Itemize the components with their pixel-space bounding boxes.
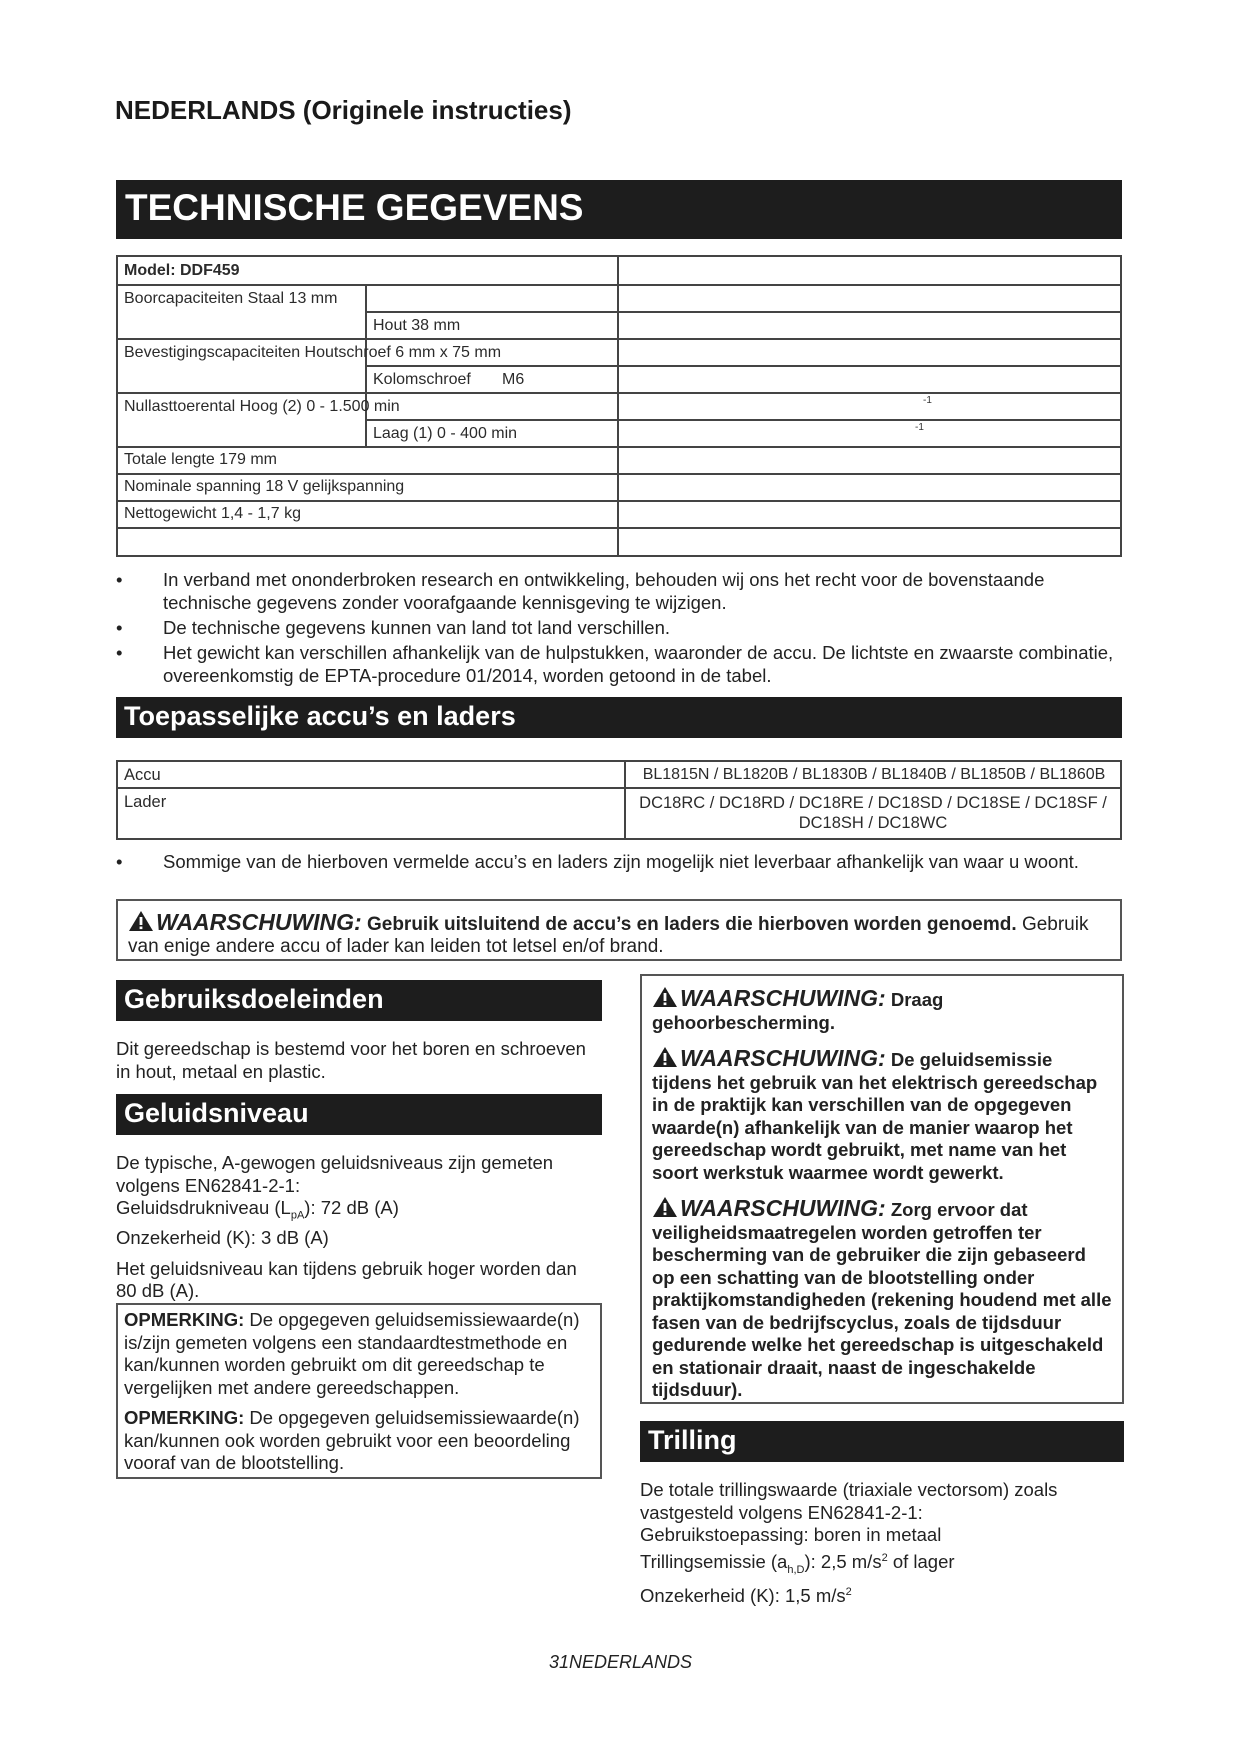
warning-text: Gebruik van enige andere accu of lader kan leiden tot letsel en/of brand. [128,914,1089,957]
trilling-onzekerheid: Onzekerheid (K): 1,5 $m/s^2$ [640,1585,852,1606]
warning-triangle-icon [652,1046,678,1068]
list-item: • In verband met ononderbroken research en ontwikkeling, behouden wij ons het recht voor de bovenstaande technische gegevens zonder voorafgaande kennisgeving te wijzigen. [116,569,1045,613]
page-footer: 31NEDERLANDS [548,1652,693,1672]
trilling-toepassing: Gebruikstoepassing: boren in metaal [640,1524,942,1545]
spec-toerental-hoog: Nullasttoerental Hoog (2) 0 - 1.500 min [124,398,400,415]
spec-bev-kolom: Kolomschroef [373,371,471,388]
trilling-intro: De totale trillingswaarde (triaxiale vectorsom) zoals vastgesteld volgens EN62841-2-1: [640,1479,1058,1523]
spec-nettogewicht: Nettogewicht 1,4 - 1,7 kg [124,505,301,522]
spec-bev-hout: Bevestigingscapaciteiten Houtschroef 6 mm x 75 mm [124,344,502,361]
geluid-hoger: Het geluidsniveau kan tijdens gebruik hoger worden dan 80 dB (A). [116,1257,577,1302]
section-banner-technische-gegevens: TECHNISCHE GEGEVENS [116,180,1122,239]
accu-table [116,760,1122,840]
warning-3: WAARSCHUWING: Zorg ervoor dat veiligheidsmaatregelen worden getroffen ter bescherming van de gebruiker die zijn gebaseerd op een schatting van de blootstelling onder praktijkomstandigheden (rekening houdend met alle fasen van de bedrijfscyclus, zoals de tijdsduur gedurende welke het gereedschap is uitgeschakeld en stationair draait, naast de ingeschakelde tijdsduur). [652,1195,1112,1400]
warning-1: WAARSCHUWING: Draag gehoorbescherming. [652,985,944,1033]
model-label: Model: DDF459 [124,262,240,279]
section-banner-geluidsniveau: Geluidsniveau [116,1094,602,1135]
geluid-intro: De typische, A-gewogen geluidsniveaus zijn gemeten volgens EN62841-2-1: [116,1152,554,1196]
opmerking-label: OPMERKING: [124,1407,245,1428]
warning-triangle-icon [652,1196,678,1218]
gebruik-text: Dit gereedschap is bestemd voor het boren en schroeven in hout, metaal en plastic. [116,1038,586,1082]
geluid-druk: Geluidsdrukniveau $(L_{pA})$: 72 dB (A) [116,1197,399,1222]
list-item: • De technische gegevens kunnen van land tot land verschillen. [116,617,671,638]
accu-label: Accu [124,766,161,784]
geluid-warnings-box [640,974,1124,1404]
language-title: NEDERLANDS (Originele instructies) [115,95,572,125]
list-item: • Sommige van de hierboven vermelde accu’s en laders zijn mogelijk niet leverbaar afhankelijk van waar u woont. [116,851,1079,872]
spec-notes [116,568,1122,689]
opmerking-text-1: De opgegeven geluidsemissiewaarde(n) is/zijn gemeten volgens een standaardtestmethode en kan/kunnen worden gebruikt om dit gereedschap te vergelijken met andere gereedschappen. [124,1309,580,1398]
spec-toerental-laag: Laag (1) 0 - 400 min [373,425,518,442]
accu-value: BL1815N / BL1820B / BL1830B / BL1840B / BL1850B / BL1860B [642,766,1106,783]
section-banner-accus: Toepasselijke accu’s en laders [116,697,1122,738]
spec-bev-kolom-value: M6 [502,371,525,388]
warning-triangle-icon [128,910,154,932]
list-item: • Het gewicht kan verschillen afhankelijk van de hulpstukken, waaronder de accu. De lichtste en zwaarste combinatie, overeenkomstig de EPTA-procedure 01/2014, worden getoond in de tabel. [116,642,1114,686]
warning-bold-text: Gebruik uitsluitend de accu’s en laders die hierboven worden genoemd. [366,914,1017,935]
opmerking-text-2: De opgegeven geluidsemissiewaarde(n) kan/kunnen ook worden gebruikt voor een beoordeling vooraf van de blootstelling. [124,1407,580,1473]
warning-2: WAARSCHUWING: De geluidsemissie tijdens het gebruik van het elektrisch gereedschap in de praktijk kan verschillen van de opgegeven waarde(n) afhankelijk van de manier waarop het gereedschap wordt gebruikt, met name van het soort werkstuk waarmee wordt gewerkt. [652,1045,1098,1183]
section-banner-gebruiksdoeleinden: Gebruiksdoeleinden [116,980,602,1021]
spec-toerental-hoog-exponent: -1 [923,395,932,406]
spec-boor-hout: Hout 38 mm [373,317,461,334]
trilling-emissie: Trillingsemissie $(a_{h,D})$: 2,5 $m/s^2$ of lager [640,1550,955,1576]
lader-label: Lader [124,793,167,811]
spec-nominale-spanning: Nominale spanning 18 V gelijkspanning [124,478,405,495]
lader-value: DC18RC / DC18RD / DC18RE / DC18SD / DC18SE / DC18SF / DC18SH / DC18WC [639,794,1107,832]
geluid-block [116,1152,602,1303]
spec-boor-staal: Boorcapaciteiten Staal 13 mm [124,290,338,307]
trilling-block [640,1479,1124,1608]
warning-triangle-icon [652,986,678,1008]
section-banner-trilling: Trilling [640,1421,1124,1462]
spec-table [116,255,1122,557]
opmerking-label: OPMERKING: [124,1309,245,1330]
accu-note [116,850,1122,875]
accu-warning-box [116,899,1122,961]
opmerking-box [116,1303,602,1479]
spec-totale-lengte: Totale lengte 179 mm [124,451,277,468]
geluid-onzekerheid: Onzekerheid (K): 3 dB (A) [116,1227,329,1249]
warning-label: WAARSCHUWING: [156,909,362,935]
spec-toerental-laag-exponent: -1 [915,422,924,433]
